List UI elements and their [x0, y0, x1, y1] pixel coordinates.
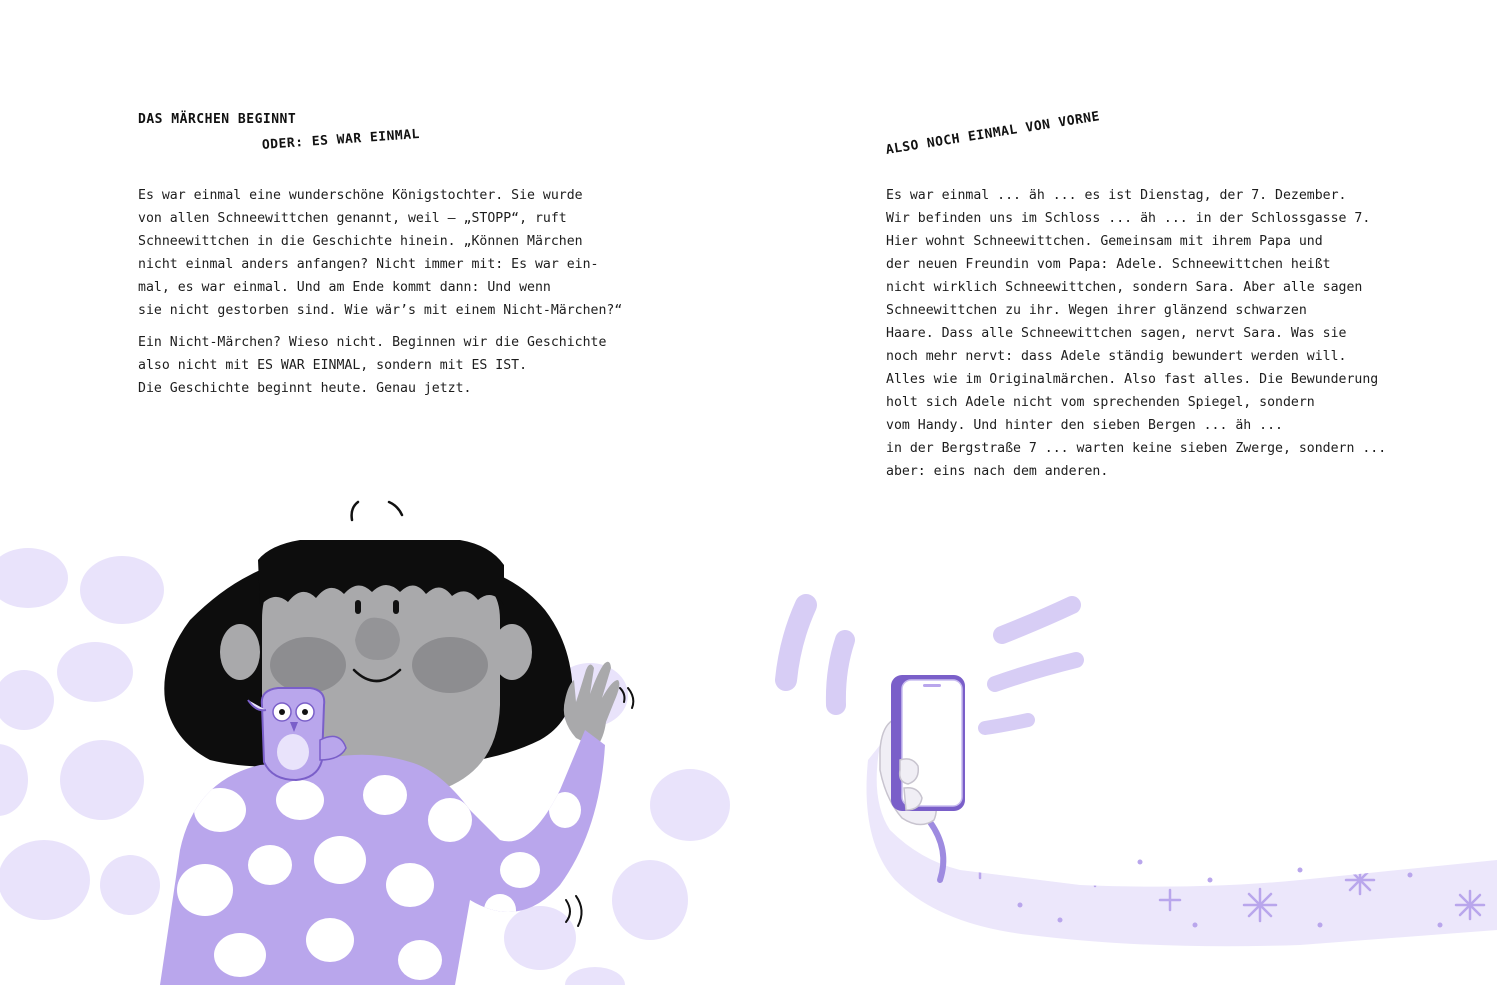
text-line: Haare. Dass alle Schneewittchen sagen, nervt Sara. Was sie: [886, 326, 1347, 341]
text-line: also nicht mit ES WAR EINMAL, sondern mit ES IST.: [138, 358, 528, 373]
text-line: noch mehr nervt: dass Adele ständig bewundert werden will.: [886, 349, 1347, 364]
text-line: nicht einmal anders anfangen? Nicht immer mit: Es war ein-: [138, 257, 599, 272]
right-body: [886, 184, 1386, 483]
paragraph-gap: [138, 322, 622, 331]
text-line: Die Geschichte beginnt heute. Genau jetzt.: [138, 381, 472, 396]
text-line: sie nicht gestorben sind. Wie wär’s mit einem Nicht-Märchen?“: [138, 303, 623, 318]
girl-waving-illustration: [160, 502, 633, 985]
text-line: Alles wie im Originalmärchen. Also fast alles. Die Bewunderung: [886, 372, 1379, 387]
phone-icon: [891, 675, 965, 811]
text-line: aber: eins nach dem anderen.: [886, 464, 1109, 479]
text-line: mal, es war einmal. Und am Ende kommt dann: Und wenn: [138, 280, 551, 295]
left-heading: DAS MÄRCHEN BEGINNT: [138, 112, 297, 127]
text-line: vom Handy. Und hinter den sieben Bergen ... äh ...: [886, 418, 1283, 433]
text-line: nicht wirklich Schneewittchen, sondern Sara. Aber alle sagen: [886, 280, 1363, 295]
left-subheading: ODER: ES WAR EINMAL: [261, 126, 421, 153]
text-line: Wir befinden uns im Schloss ... äh ... in der Schlossgasse 7.: [886, 211, 1371, 226]
text-line: Schneewittchen in die Geschichte hinein. „Können Märchen: [138, 234, 583, 249]
text-line: Schneewittchen zu ihr. Wegen ihrer glänzend schwarzen: [886, 303, 1307, 318]
left-body: [138, 184, 622, 400]
text-line: in der Bergstraße 7 ... warten keine sieben Zwerge, sondern ...: [886, 441, 1387, 456]
text-line: der neuen Freundin vom Papa: Adele. Schneewittchen heißt: [886, 257, 1331, 272]
text-line: Es war einmal eine wunderschöne Königstochter. Sie wurde: [138, 188, 583, 203]
text-line: von allen Schneewittchen genannt, weil – „STOPP“, ruft: [138, 211, 567, 226]
right-heading: ALSO NOCH EINMAL VON VORNE: [884, 109, 1102, 158]
text-line: holt sich Adele nicht vom sprechenden Spiegel, sondern: [886, 395, 1315, 410]
hand-holding-phone-illustration: [786, 605, 1497, 946]
text-line: Ein Nicht-Märchen? Wieso nicht. Beginnen wir die Geschichte: [138, 335, 607, 350]
text-line: Es war einmal ... äh ... es ist Dienstag, der 7. Dezember.: [886, 188, 1347, 203]
text-line: Hier wohnt Schneewittchen. Gemeinsam mit ihrem Papa und: [886, 234, 1323, 249]
